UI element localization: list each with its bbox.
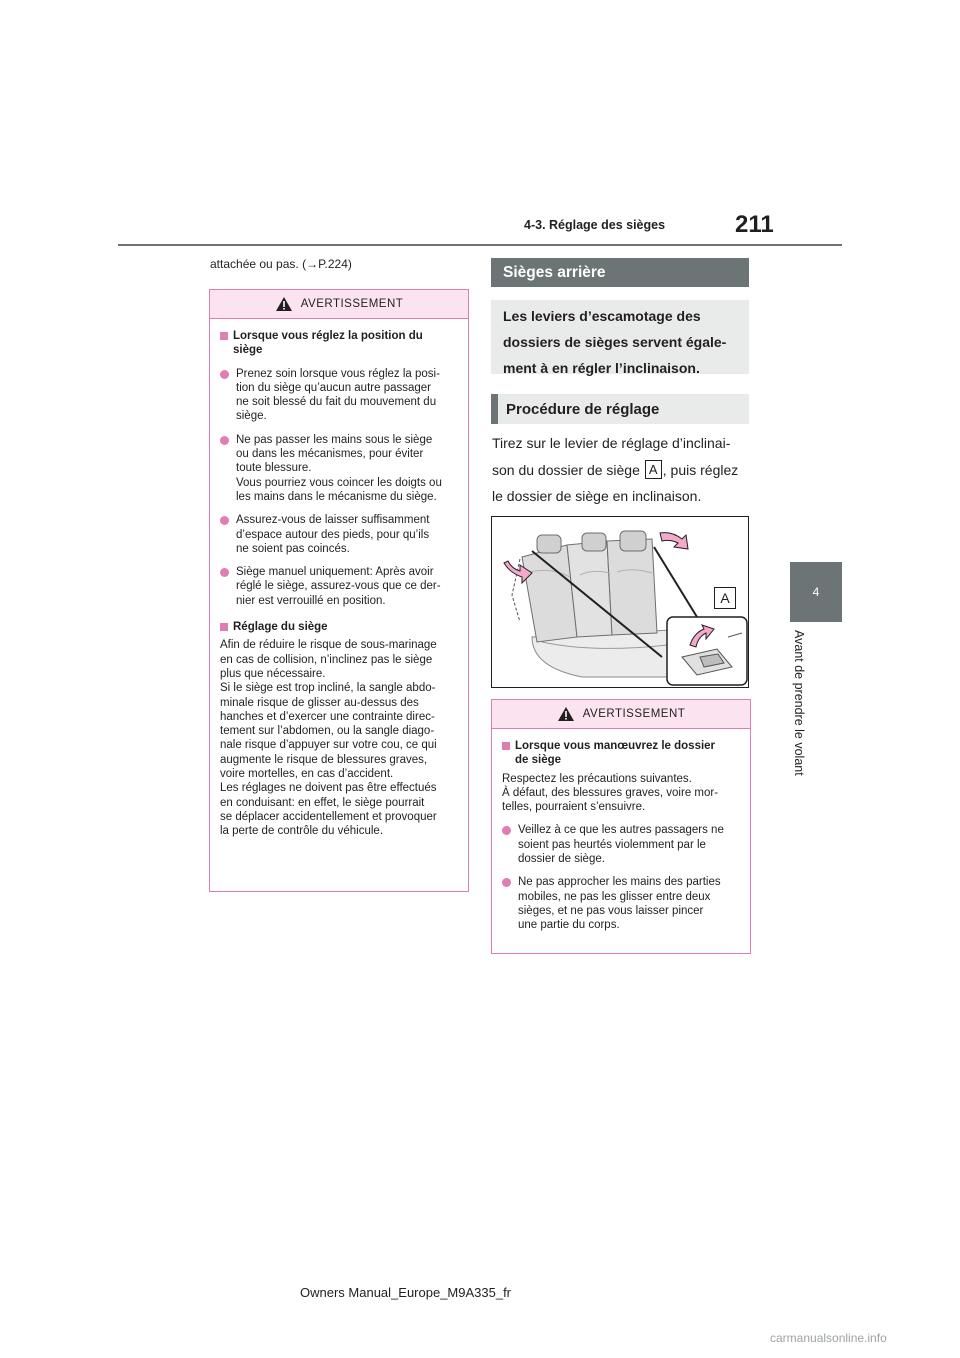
round-bullet-icon: [220, 516, 229, 525]
warning-triangle-icon: [557, 706, 575, 722]
procedure-text: Tirez sur le levier de réglage d’inclinai- son du dossier de siège A , puis réglez le dossier de siège en inclinaison.: [492, 435, 739, 504]
warning-header: [210, 290, 468, 319]
chapter-label: Avant de prendre le volant: [792, 630, 806, 776]
square-bullet-icon: [220, 332, 228, 340]
warning-section-title: Réglage du siège: [220, 620, 458, 634]
footer-text: Owners Manual_Europe_M9A335_fr: [300, 1285, 512, 1300]
warning-item: Assurez-vous de laisser suffisamment d’espace autour des pieds, pour qu’ils ne soient pas coincés.: [220, 513, 458, 556]
warning-paragraph: Respectez les précautions suivantes. À défaut, des blessures graves, voire mor- telles, pourraient s’ensuivre.: [502, 772, 719, 814]
rear-seat-illustration: [491, 516, 749, 688]
warning-item: Veillez à ce que les autres passagers ne soient pas heurtés violemment par le dossier de siège.: [502, 823, 740, 866]
header-rule: [118, 244, 842, 246]
warning-section-title: Lorsque vous réglez la position du siège: [220, 329, 458, 358]
warning-triangle-icon: [275, 296, 293, 312]
figure-callout-a: A: [714, 587, 736, 609]
warning-item: Ne pas passer les mains sous le siège ou dans les mécanismes, pour éviter toute blessure. Vous pourriez vous coincer les doigts ou les mains dans le mécanisme du siège.: [220, 433, 458, 504]
subheading: Procédure de réglage: [491, 394, 749, 424]
warning-box-right: [491, 699, 751, 954]
warning-box-left: [209, 289, 469, 892]
warning-paragraph: Afin de réduire le risque de sous-marinage en cas de collision, n’inclinez pas le siège plus que nécessaire. Si le siège est trop incliné, la sangle abdo- minale risque de glisser au-dessus des hanches et d’exercer une contrainte direc- tement sur l’abdomen, ou la sangle diago- nale risque d’appuyer sur votre cou, ce qui augmente le risque de blessures graves, voire mortelles, en cas d’accident. Les réglages ne doivent pas être effectués en conduisant: en effet, le siège pourrait se déplacer accidentellement et provoquer la perte de contrôle du véhicule.: [220, 639, 437, 838]
round-bullet-icon: [220, 568, 229, 577]
watermark: carmanualsonline.info: [770, 1331, 887, 1345]
page-number: 211: [735, 211, 774, 238]
square-bullet-icon: [220, 623, 228, 631]
section-heading: Sièges arrière: [491, 258, 749, 287]
warning-title: AVERTISSEMENT: [300, 298, 404, 310]
rear-seat-drawing: [492, 517, 749, 688]
warning-section-title: Lorsque vous manœuvrez le dossier de siège: [502, 739, 740, 768]
section-title: 4-3. Réglage des sièges: [524, 218, 666, 232]
round-bullet-icon: [220, 436, 229, 445]
warning-item: Ne pas approcher les mains des parties mobiles, ne pas les glisser entre deux sièges, et ne pas vous laisser pincer une partie du corps.: [502, 875, 740, 932]
square-bullet-icon: [502, 742, 510, 750]
chapter-number: 4: [812, 585, 820, 599]
warning-title: AVERTISSEMENT: [582, 708, 686, 720]
chapter-tab[interactable]: [790, 562, 842, 622]
intro-text: attachée ou pas. (→P.224): [210, 257, 352, 271]
warning-item: Prenez soin lorsque vous réglez la posi- tion du siège qu’aucun autre passager ne soit blessé du fait du mouvement du siège.: [220, 367, 458, 424]
round-bullet-icon: [220, 370, 229, 379]
key-label-a: A: [645, 460, 662, 479]
subheading-bar: [491, 394, 498, 424]
summary-box: Les leviers d’escamotage des dossiers de sièges servent égale- ment à en régler l’inclinaison.: [491, 300, 749, 374]
round-bullet-icon: [502, 826, 511, 835]
warning-item: Siège manuel uniquement: Après avoir réglé le siège, assurez-vous que ce der- nier est verrouillé en position.: [220, 565, 458, 608]
warning-header: [492, 700, 750, 729]
round-bullet-icon: [502, 878, 511, 887]
